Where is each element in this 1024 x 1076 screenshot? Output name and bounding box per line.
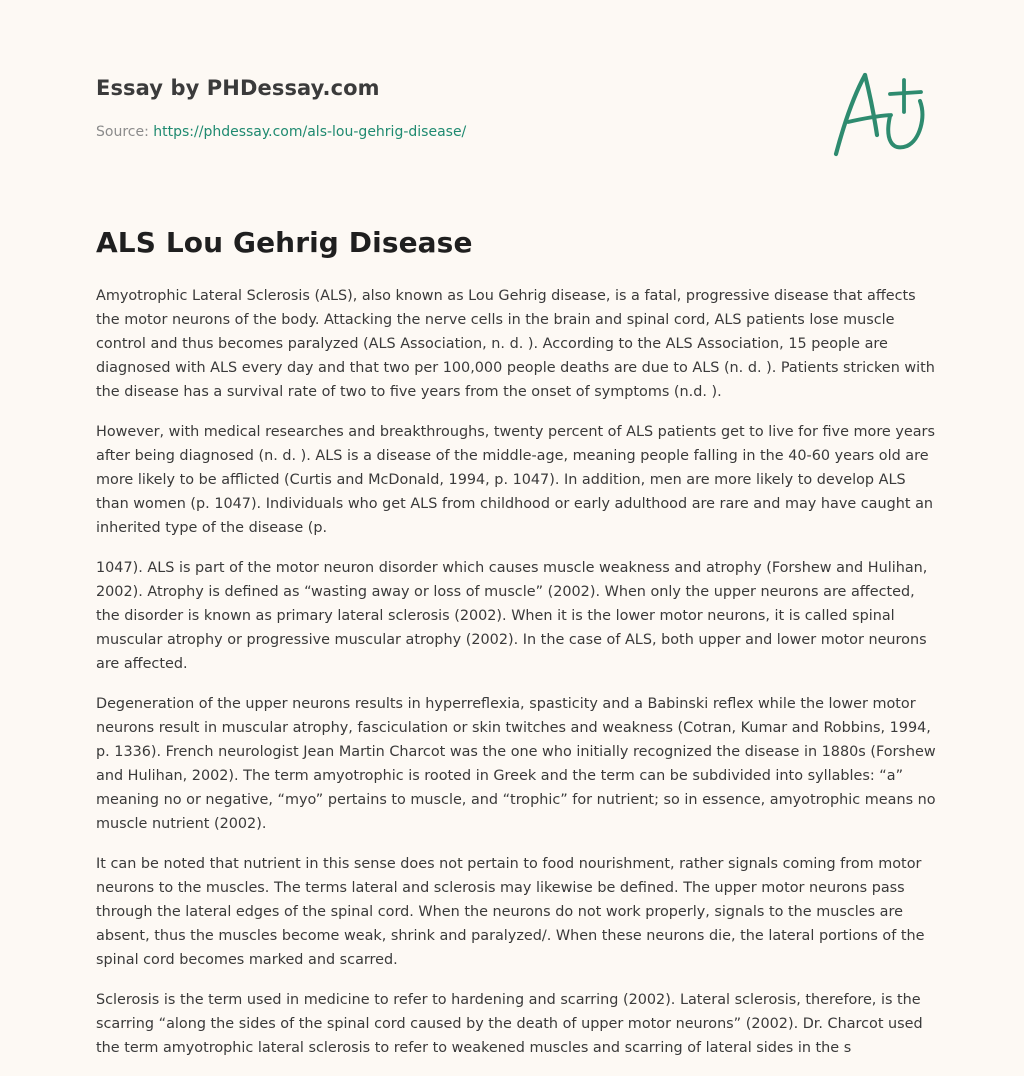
- paragraph: However, with medical researches and breakthroughs, twenty percent of ALS patients get to live for five more years after being diagnosed (n. d. ). ALS is a disease of the middle-age, meaning people falling in the 40-60 years old are more likely to be afflicted (Curtis and McDonald, 1994, p. 1047). In addition, men are more likely to develop ALS than women (p. 1047). Individuals who get ALS from childhood or early adulthood are rare and may have caught an inherited type of the disease (p.: [96, 424, 935, 536]
- paragraph: 1047). ALS is part of the motor neuron disorder which causes muscle weakness and atrophy (Forshew and Hulihan, 2002). Atrophy is defined as “wasting away or loss of muscle” (2002). When only the upper neurons are affected, the disorder is known as primary lateral sclerosis (2002). When it is the lower motor neurons, it is called spinal muscular atrophy or progressive muscular atrophy (2002). In the case of ALS, both upper and lower motor neurons are affected.: [96, 560, 928, 672]
- paragraph: Degeneration of the upper neurons results in hyperreflexia, spasticity and a Babinski reflex while the lower motor neurons result in muscular atrophy, fasciculation or skin twitches and weakness (Cotran, Kumar and Robbins, 1994, p. 1336). French neurologist Jean Martin Charcot was the one who initially recognized the disease in 1880s (Forshew and Hulihan, 2002). The term amyotrophic is rooted in Greek and the term can be subdivided into syllables: “a” meaning no or negative, “myo” pertains to muscle, and “trophic” for nutrient; so in essence, amyotrophic means no muscle nutrient (2002).: [96, 696, 936, 832]
- source-line: [96, 124, 466, 140]
- page-header: [96, 0, 928, 200]
- article-title: ALS Lou Gehrig Disease: [96, 226, 473, 259]
- article-body: [96, 284, 936, 1076]
- source-label: Source:: [96, 124, 154, 140]
- source-link[interactable]: https://phdessay.com/als-lou-gehrig-disease/: [153, 124, 467, 140]
- paragraph: It can be noted that nutrient in this sense does not pertain to food nourishment, rather signals coming from motor neurons to the muscles. The terms lateral and sclerosis may likewise be defined. The upper motor neurons pass through the lateral edges of the spinal cord. When the neurons do not work properly, signals to the muscles are absent, thus the muscles become weak, shrink and paralyzed/. When these neurons die, the lateral portions of the spinal cord becomes marked and scarred.: [96, 856, 925, 968]
- paragraph: Amyotrophic Lateral Sclerosis (ALS), also known as Lou Gehrig disease, is a fatal, progressive disease that affects the motor neurons of the body. Attacking the nerve cells in the brain and spinal cord, ALS patients lose muscle control and thus becomes paralyzed (ALS Association, n. d. ). According to the ALS Association, 15 people are diagnosed with ALS every day and that two per 100,000 people deaths are due to ALS (n. d. ). Patients stricken with the disease has a survival rate of two to five years from the onset of symptoms (n.d. ).: [96, 288, 935, 400]
- paragraph: Sclerosis is the term used in medicine to refer to hardening and scarring (2002). Lateral sclerosis, therefore, is the scarring “along the sides of the spinal cord caused by the death of upper motor neurons” (2002). Dr. Charcot used the term amyotrophic lateral sclerosis to refer to weakened muscles and scarring of lateral sides in the s: [96, 992, 923, 1056]
- a-plus-logo-icon: [824, 66, 928, 164]
- site-brand: Essay by PHDessay.com: [96, 76, 380, 100]
